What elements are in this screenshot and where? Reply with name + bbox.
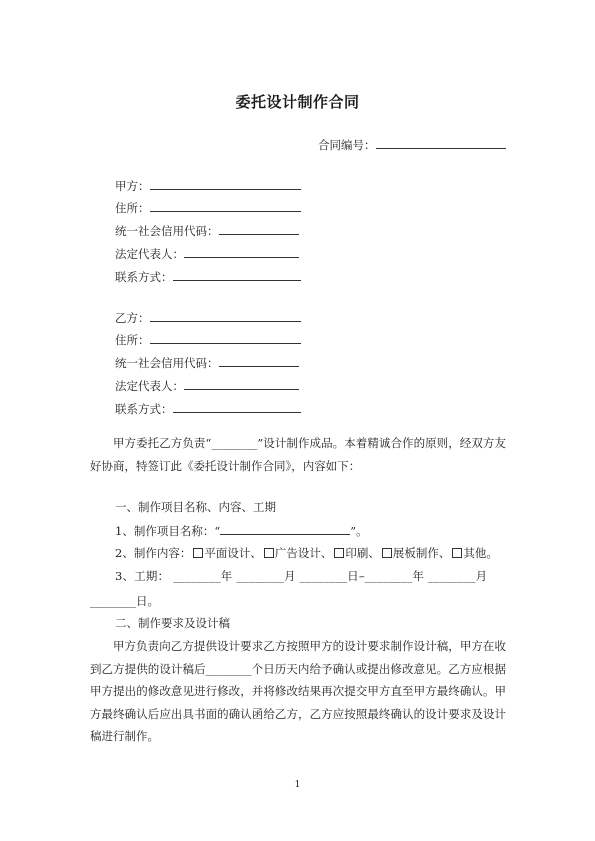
party-b-legal-rep-label: 法定代表人： <box>115 379 184 393</box>
project-name-label: 1、制作项目名称：“ <box>115 524 221 538</box>
party-b-address-label: 住所： <box>115 333 150 347</box>
party-b-credit-code-blank[interactable] <box>219 354 299 367</box>
party-a-contact-blank[interactable] <box>173 268 301 281</box>
party-a-credit-code-field <box>115 222 299 238</box>
end-day-unit: 日。 <box>136 594 159 608</box>
project-name-end: ”。 <box>350 524 368 538</box>
day-unit: 日 <box>347 569 359 583</box>
option-graphic-design: 平面设计、 <box>204 546 262 560</box>
checkbox-ad-design[interactable] <box>264 548 274 558</box>
content-label: 2、制作内容： <box>115 546 192 560</box>
end-day-blank[interactable]: ________ <box>90 594 136 608</box>
month-unit: 月 <box>283 569 296 583</box>
option-other: 其他。 <box>463 546 498 560</box>
end-month-blank[interactable]: ________ <box>427 569 476 583</box>
project-name-row <box>115 522 368 539</box>
party-b-contact-label: 联系方式： <box>115 402 173 416</box>
option-ad-design: 广告设计、 <box>274 546 333 560</box>
party-a-credit-code-label: 统一社会信用代码： <box>115 224 219 238</box>
party-b-contact-field <box>115 400 301 416</box>
party-a-address-field <box>115 199 301 215</box>
party-a-name-blank[interactable] <box>150 177 301 190</box>
checkbox-printing[interactable] <box>334 548 344 558</box>
party-b-name-field <box>115 309 301 325</box>
schedule-row-cont <box>90 593 159 609</box>
contract-number-label: 合同编号： <box>318 138 376 152</box>
party-a-contact-label: 联系方式： <box>115 270 173 284</box>
end-month-unit: 月 <box>475 569 488 583</box>
party-b-credit-code-label: 统一社会信用代码： <box>115 356 219 370</box>
option-display-board: 展板制作、 <box>392 546 451 560</box>
contract-number-field <box>318 136 506 153</box>
party-a-legal-rep-field <box>115 245 299 261</box>
party-a-legal-rep-label: 法定代表人： <box>115 247 184 261</box>
start-month-blank[interactable]: ________ <box>236 569 284 583</box>
party-a-credit-code-blank[interactable] <box>219 222 299 235</box>
section-2-paragraph: 甲方负责向乙方提供设计要求乙方按照甲方的设计要求制作设计稿，甲方在收到乙方提供的设计稿后________个日历天内给予确认或提出修改意见。乙方应根据甲方提出的修改意见进行修改，并将修改结果再次提交甲方直至甲方最终确认。甲方最终确认后应出具书面的确认函给乙方，乙方应按照最终确认的设计要求及设计稿进行制作。 <box>90 639 506 743</box>
party-a-name-label: 甲方： <box>115 179 150 193</box>
contract-title: 委托设计制作合同 <box>235 93 360 111</box>
page-number: 1 <box>294 780 301 790</box>
end-year-unit: 年 <box>412 569 425 583</box>
section-1-heading: 一、制作项目名称、内容、工期 <box>115 500 276 514</box>
range-dash: – <box>358 569 365 583</box>
content-row <box>115 545 498 561</box>
schedule-label: 3、工期： <box>115 569 170 583</box>
intro-paragraph <box>90 432 506 477</box>
end-year-blank[interactable]: ________ <box>364 569 413 583</box>
start-day-blank[interactable]: ________ <box>299 569 348 583</box>
start-year-blank[interactable]: ________ <box>173 569 221 583</box>
party-a-address-label: 住所： <box>115 201 150 215</box>
option-printing: 印刷、 <box>345 546 380 560</box>
intro-text-end: ”设计制作成品。本着精诚合作的原则，经双方友好协商，特签订此《委托设计制作合同》，内容如下： <box>90 436 506 473</box>
intro-product-blank[interactable]: ________ <box>211 436 258 450</box>
party-b-contact-blank[interactable] <box>173 400 301 413</box>
contract-number-blank[interactable] <box>376 136 506 149</box>
party-b-address-blank[interactable] <box>150 331 301 344</box>
party-b-legal-rep-field <box>115 377 299 393</box>
party-b-legal-rep-blank[interactable] <box>184 377 299 390</box>
party-b-credit-code-field <box>115 354 299 370</box>
party-b-address-field <box>115 331 301 347</box>
party-a-contact-field <box>115 268 301 284</box>
party-a-legal-rep-blank[interactable] <box>184 245 299 258</box>
party-b-name-blank[interactable] <box>150 309 301 322</box>
section-2-heading: 二、制作要求及设计稿 <box>115 616 230 630</box>
checkbox-display-board[interactable] <box>382 548 392 558</box>
party-a-address-blank[interactable] <box>150 199 301 212</box>
checkbox-graphic-design[interactable] <box>193 548 203 558</box>
party-a-name-field <box>115 177 301 193</box>
schedule-row <box>115 568 487 584</box>
party-b-name-label: 乙方： <box>115 311 150 325</box>
intro-text-start: 甲方委托乙方负责“ <box>113 436 212 450</box>
year-unit: 年 <box>220 569 233 583</box>
checkbox-other[interactable] <box>452 548 462 558</box>
project-name-blank[interactable] <box>220 522 350 535</box>
